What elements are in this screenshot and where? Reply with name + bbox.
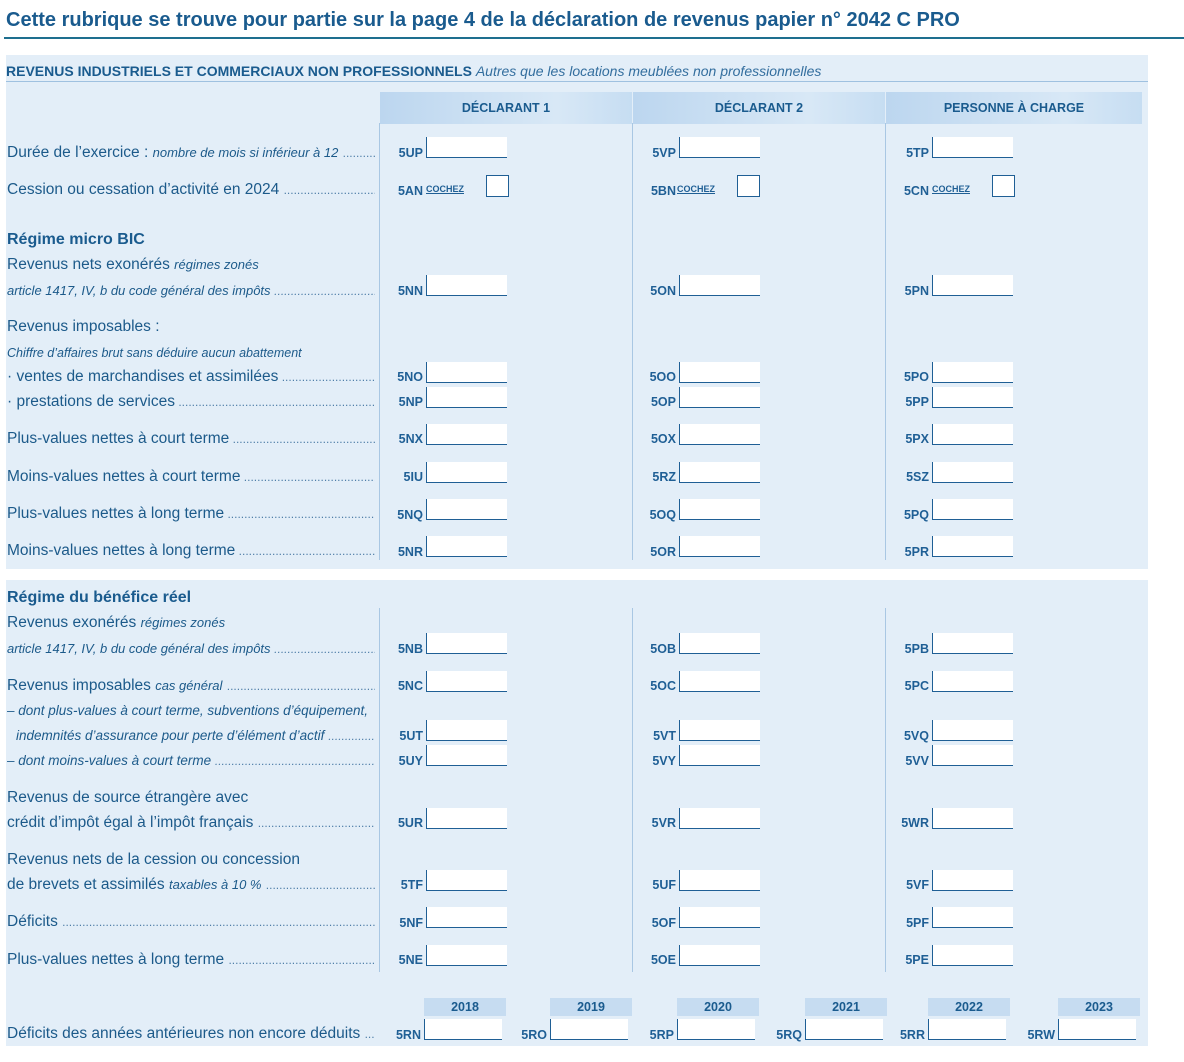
input-5PC[interactable] <box>932 671 1013 692</box>
code-5NE: 5NE <box>398 953 423 967</box>
code-5RW: 5RW <box>1027 1028 1055 1042</box>
reel-exo-note: régimes zonés <box>140 615 226 630</box>
reel-brevets-line1: Revenus nets de la cession ou concession <box>7 851 300 868</box>
row-label-mv-court-terme <box>7 468 375 486</box>
code-5UY: 5UY <box>398 754 423 768</box>
section-title: REVENUS INDUSTRIELS ET COMMERCIAUX NON PROFESSIONNELS <box>6 63 472 79</box>
code-5BN: 5BN <box>650 184 676 198</box>
code-5PC: 5PC <box>904 679 929 693</box>
cochez-label: COCHEZ <box>677 184 715 194</box>
input-5RO[interactable] <box>550 1019 628 1040</box>
input-5SZ[interactable] <box>932 462 1013 483</box>
column-header-declarant-1: DÉCLARANT 1 <box>380 92 632 124</box>
deficits-text: Déficits <box>7 913 58 930</box>
page-title: Cette rubrique se trouve pour partie sur la page 4 de la déclaration de revenus papier n° 2042 C PRO <box>6 9 960 31</box>
reel-imposables-text: Revenus imposables <box>7 677 151 694</box>
cochez-label: COCHEZ <box>426 184 464 194</box>
micro-imposables-note: Chiffre d’affaires brut sans déduire aucun abattement <box>7 346 302 360</box>
input-5IU[interactable] <box>426 462 507 483</box>
code-5UR: 5UR <box>397 816 423 830</box>
micro-exo-article: article 1417, IV, b du code général des impôts <box>7 283 271 298</box>
input-5OE[interactable] <box>679 945 760 966</box>
input-5OP[interactable] <box>679 387 760 408</box>
input-5UF[interactable] <box>679 870 760 891</box>
year-label-2021: 2021 <box>805 998 887 1016</box>
code-5AN: 5AN <box>397 184 423 198</box>
code-5PX: 5PX <box>905 432 929 446</box>
code-5SZ: 5SZ <box>906 470 929 484</box>
code-5PP: 5PP <box>905 395 929 409</box>
row-label-pv-court-terme <box>7 430 375 448</box>
input-5PR[interactable] <box>932 536 1013 557</box>
code-5NP: 5NP <box>398 395 423 409</box>
code-5NQ: 5NQ <box>397 508 423 522</box>
row-label-mv-long-terme <box>7 542 375 560</box>
reel-dont-mv <box>7 752 375 770</box>
code-5OF: 5OF <box>651 916 676 930</box>
year-label-2023: 2023 <box>1058 998 1140 1016</box>
reel-exo-article: article 1417, IV, b du code général des impôts <box>7 641 271 656</box>
input-5WR[interactable] <box>932 808 1013 829</box>
code-5NB: 5NB <box>397 642 423 656</box>
input-5PN[interactable] <box>932 275 1013 296</box>
code-5NF: 5NF <box>399 916 423 930</box>
input-5NO[interactable] <box>426 362 507 383</box>
reel-heading: Régime du bénéfice réel <box>7 589 192 606</box>
code-5RZ: 5RZ <box>652 470 676 484</box>
code-5VT: 5VT <box>653 729 676 743</box>
reel-brevets-note: taxables à 10 % <box>168 877 262 892</box>
section-header <box>6 63 1148 82</box>
checkbox-5AN[interactable] <box>486 175 509 197</box>
code-5VV: 5VV <box>905 754 929 768</box>
code-5PF: 5PF <box>906 916 929 930</box>
code-5TF: 5TF <box>400 878 423 892</box>
code-5PR: 5PR <box>904 545 929 559</box>
code-5OC: 5OC <box>650 679 676 693</box>
row-label-pv-long-terme <box>7 505 375 523</box>
column-header-personne-a-charge: PERSONNE À CHARGE <box>886 92 1142 124</box>
deficits-anterieurs-text: Déficits des années antérieures non encore déduits <box>7 1025 361 1042</box>
input-5PE[interactable] <box>932 945 1013 966</box>
column-divider <box>632 608 633 972</box>
input-5RR[interactable] <box>928 1019 1006 1040</box>
code-5PN: 5PN <box>904 284 929 298</box>
input-5RQ[interactable] <box>805 1019 883 1040</box>
micro-exo-line2 <box>7 282 375 300</box>
reel-dont-pv-line2 <box>16 727 375 745</box>
code-5NX: 5NX <box>398 432 423 446</box>
code-5RO: 5RO <box>521 1028 547 1042</box>
code-5RQ: 5RQ <box>776 1028 802 1042</box>
reel-exo-text: Revenus exonérés <box>7 614 137 631</box>
column-divider <box>885 123 886 560</box>
code-5UP: 5UP <box>398 146 423 160</box>
input-5TF[interactable] <box>426 870 507 891</box>
row-label-deficits <box>7 913 375 931</box>
year-label-2020: 2020 <box>677 998 759 1016</box>
micro-exo-note: régimes zonés <box>174 257 259 272</box>
code-5OO: 5OO <box>649 370 676 384</box>
input-5NQ[interactable] <box>426 499 507 520</box>
input-5OB[interactable] <box>679 633 760 654</box>
code-5VQ: 5VQ <box>903 729 929 743</box>
code-5IU: 5IU <box>403 470 423 484</box>
input-5NX[interactable] <box>426 424 507 445</box>
reel-etranger-line2-text: crédit d’impôt égal à l’impôt français <box>7 814 254 831</box>
micro-section-panel <box>6 55 1148 569</box>
code-5UT: 5UT <box>399 729 423 743</box>
code-5VF: 5VF <box>906 878 929 892</box>
code-5NR: 5NR <box>397 545 423 559</box>
code-5OE: 5OE <box>650 953 676 967</box>
pvlt-text: Plus-values nettes à long terme <box>7 505 225 522</box>
input-5OF[interactable] <box>679 907 760 928</box>
title-rule <box>4 37 1184 39</box>
reel-exo-line2 <box>7 640 375 658</box>
reel-pvlt-text: Plus-values nettes à long terme <box>7 951 225 968</box>
code-5NO: 5NO <box>397 370 423 384</box>
input-5PF[interactable] <box>932 907 1013 928</box>
checkbox-5CN[interactable] <box>992 175 1015 197</box>
code-5VP: 5VP <box>652 146 676 160</box>
code-5PE: 5PE <box>905 953 929 967</box>
input-5UR[interactable] <box>426 808 507 829</box>
reel-imposables-note: cas général <box>155 678 223 693</box>
input-5OC[interactable] <box>679 671 760 692</box>
code-5PQ: 5PQ <box>903 508 929 522</box>
micro-exo-line1 <box>7 256 375 274</box>
code-5TP: 5TP <box>906 146 929 160</box>
input-5UY[interactable] <box>426 745 507 766</box>
code-5OB: 5OB <box>650 642 676 656</box>
micro-imposables-label: Revenus imposables : <box>7 318 160 335</box>
input-5VV[interactable] <box>932 745 1013 766</box>
input-5RN[interactable] <box>424 1019 502 1040</box>
input-5OQ[interactable] <box>679 499 760 520</box>
code-5OR: 5OR <box>650 545 676 559</box>
code-5VY: 5VY <box>652 754 676 768</box>
row-label-reel-imposables <box>7 677 375 695</box>
input-5PB[interactable] <box>932 633 1013 654</box>
input-5ON[interactable] <box>679 275 760 296</box>
row-label-prestations <box>7 393 375 411</box>
year-label-2019: 2019 <box>550 998 632 1016</box>
reel-exo-line1 <box>7 614 375 632</box>
code-5CN: 5CN <box>903 184 929 198</box>
code-5ON: 5ON <box>650 284 676 298</box>
input-5VF[interactable] <box>932 870 1013 891</box>
reel-dont-pv-line2-text: indemnités d’assurance pour perte d’élément d’actif <box>16 728 325 743</box>
code-5RP: 5RP <box>649 1028 674 1042</box>
prestations-text: · prestations de services <box>7 393 175 410</box>
input-5NC[interactable] <box>426 671 507 692</box>
year-label-2022: 2022 <box>928 998 1010 1016</box>
code-5PO: 5PO <box>903 370 929 384</box>
mvct-text: Moins-values nettes à court terme <box>7 468 241 485</box>
micro-exo-text: Revenus nets exonérés <box>7 256 170 273</box>
input-5VQ[interactable] <box>932 720 1013 741</box>
input-5RW[interactable] <box>1058 1019 1136 1040</box>
input-5OR[interactable] <box>679 536 760 557</box>
reel-etranger-line1: Revenus de source étrangère avec <box>7 789 249 806</box>
code-5NN: 5NN <box>397 284 423 298</box>
input-5UP[interactable] <box>426 137 507 158</box>
row-label-cession <box>7 181 375 199</box>
row-label-duree-exercice <box>7 144 375 162</box>
code-5OP: 5OP <box>650 395 676 409</box>
code-5RN: 5RN <box>395 1028 421 1042</box>
input-5NE[interactable] <box>426 945 507 966</box>
column-divider <box>632 123 633 560</box>
code-5PB: 5PB <box>904 642 929 656</box>
year-label-2018: 2018 <box>424 998 506 1016</box>
input-5PX[interactable] <box>932 424 1013 445</box>
column-header-declarant-2: DÉCLARANT 2 <box>633 92 885 124</box>
input-5VT[interactable] <box>679 720 760 741</box>
input-5NB[interactable] <box>426 633 507 654</box>
reel-brevets-line2-text: de brevets et assimilés <box>7 876 165 893</box>
code-5OX: 5OX <box>650 432 676 446</box>
micro-bic-heading: Régime micro BIC <box>7 231 145 248</box>
row-label-deficits-anterieurs <box>7 1025 375 1043</box>
code-5NC: 5NC <box>397 679 423 693</box>
input-5NF[interactable] <box>426 907 507 928</box>
duree-label-note: nombre de mois si inférieur à 12 <box>152 145 339 160</box>
input-5VP[interactable] <box>679 137 760 158</box>
section-subtitle: Autres que les locations meublées non professionnelles <box>475 63 822 79</box>
code-5OQ: 5OQ <box>649 508 676 522</box>
input-5NP[interactable] <box>426 387 507 408</box>
column-divider <box>379 123 380 560</box>
reel-dont-mv-text: – dont moins-values à court terme <box>7 753 212 768</box>
column-divider <box>885 608 886 972</box>
mvlt-text: Moins-values nettes à long terme <box>7 542 236 559</box>
reel-dont-pv-line1: – dont plus-values à court terme, subventions d’équipement, <box>7 703 368 718</box>
input-5OO[interactable] <box>679 362 760 383</box>
input-5TP[interactable] <box>932 137 1013 158</box>
reel-brevets-line2 <box>7 876 375 894</box>
input-5VY[interactable] <box>679 745 760 766</box>
input-5RZ[interactable] <box>679 462 760 483</box>
code-5WR: 5WR <box>901 816 929 830</box>
input-5UT[interactable] <box>426 720 507 741</box>
code-5UF: 5UF <box>652 878 676 892</box>
input-5PP[interactable] <box>932 387 1013 408</box>
pvct-text: Plus-values nettes à court terme <box>7 430 230 447</box>
code-5VR: 5VR <box>651 816 676 830</box>
input-5PO[interactable] <box>932 362 1013 383</box>
input-5PQ[interactable] <box>932 499 1013 520</box>
input-5OX[interactable] <box>679 424 760 445</box>
row-label-ventes <box>7 368 375 386</box>
input-5NN[interactable] <box>426 275 507 296</box>
checkbox-5BN[interactable] <box>737 175 760 197</box>
code-5RR: 5RR <box>899 1028 925 1042</box>
row-label-reel-pv-long-terme <box>7 951 375 969</box>
reel-etranger-line2 <box>7 814 375 832</box>
ventes-text: · ventes de marchandises et assimilées <box>7 368 279 385</box>
cochez-label: COCHEZ <box>932 184 970 194</box>
input-5NR[interactable] <box>426 536 507 557</box>
input-5VR[interactable] <box>679 808 760 829</box>
input-5RP[interactable] <box>677 1019 755 1040</box>
column-divider <box>379 608 380 972</box>
duree-label-text: Durée de l’exercice : <box>7 144 149 161</box>
cession-label-text: Cession ou cessation d’activité en 2024 <box>7 181 280 198</box>
